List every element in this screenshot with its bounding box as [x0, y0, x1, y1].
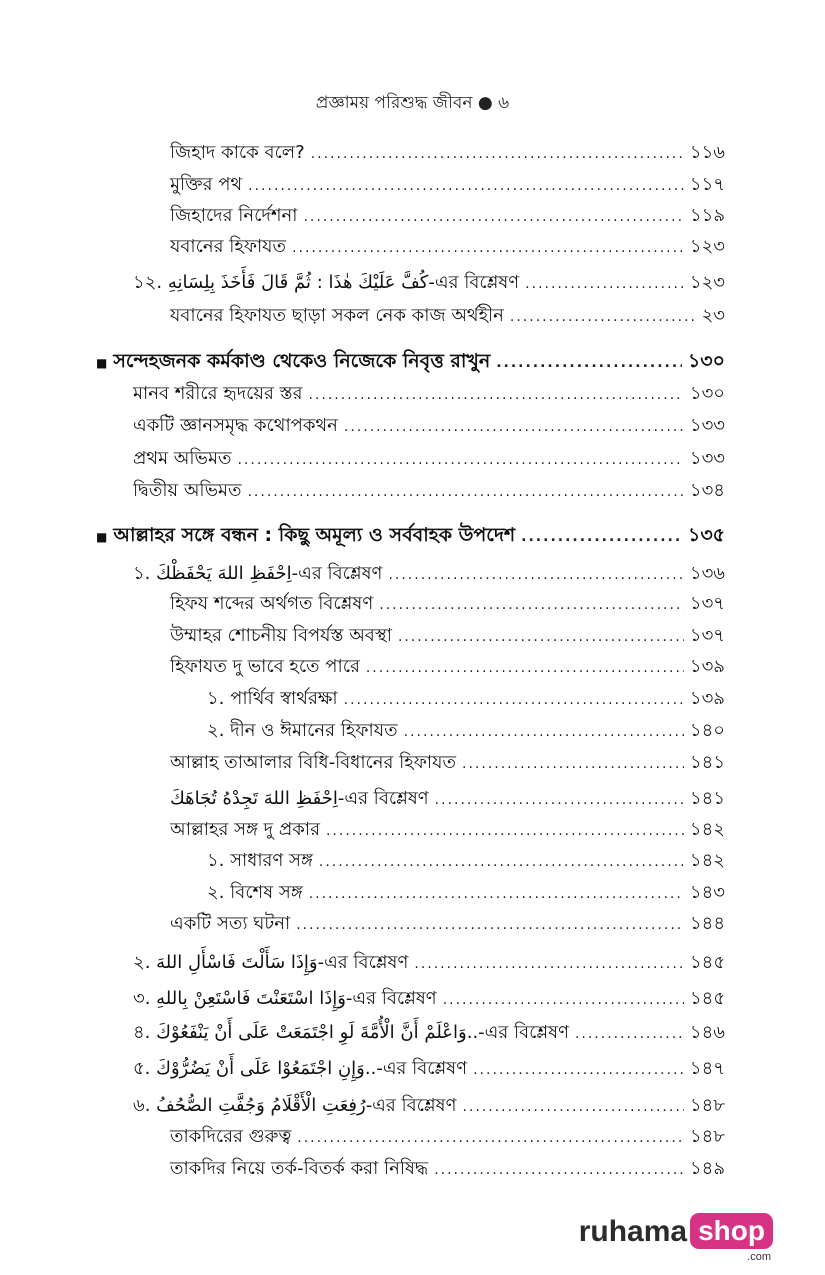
- toc-section-page: ১৩৫: [687, 524, 725, 546]
- toc-entry[interactable]: [170, 786, 725, 812]
- toc-entry-label: ১. পার্থিব স্বার্থরক্ষা: [207, 688, 338, 709]
- toc-entry-label: দ্বিতীয় অভিমত: [133, 480, 242, 501]
- toc-entry-page: ১৪৭: [689, 1058, 725, 1079]
- toc-entry-label: ৩. وَإِذَا اسْتَعَنْتَ فَاسْتَعِنْ بِاللهِ-এর বিশ্লেষণ: [133, 988, 437, 1009]
- toc-entry[interactable]: [170, 654, 725, 680]
- leader-dots: [311, 141, 684, 167]
- toc-entry[interactable]: [170, 234, 725, 260]
- leader-dots: [525, 271, 684, 297]
- toc-entry-page: ১৪৮: [689, 1126, 725, 1147]
- logo-shop-badge: [690, 1213, 773, 1263]
- leader-dots: [496, 350, 682, 376]
- toc-entry[interactable]: [170, 203, 725, 229]
- toc-entry-page: ১৪২: [689, 819, 725, 840]
- toc-entry-label: তাকদিরের গুরুত্ব: [170, 1126, 292, 1147]
- toc-entry-page: ১৩৬: [689, 563, 725, 584]
- leader-dots: [435, 787, 684, 813]
- leader-dots: [404, 719, 684, 745]
- leader-dots: [388, 562, 683, 588]
- toc-entry-page: ১৪৪: [689, 913, 725, 934]
- toc-entry[interactable]: [133, 270, 725, 296]
- leader-dots: [248, 173, 684, 199]
- toc-entry[interactable]: [170, 1156, 725, 1182]
- leader-dots: [237, 447, 683, 473]
- toc-entry[interactable]: [207, 848, 725, 874]
- toc-entry-page: ১৪৫: [689, 952, 725, 973]
- square-bullet-icon: ■: [96, 530, 108, 544]
- toc-entry-page: ১৪২: [689, 850, 725, 871]
- ruhamashop-logo: [579, 1213, 773, 1261]
- toc-entry-page: ১৪০: [689, 720, 725, 741]
- toc-entry[interactable]: [133, 446, 725, 472]
- leader-dots: [462, 751, 684, 777]
- leader-dots: [414, 951, 684, 977]
- square-bullet-icon: ■: [96, 356, 108, 370]
- toc-entry-page: ১১৯: [689, 205, 725, 226]
- leader-dots: [398, 624, 684, 650]
- leader-dots: [326, 818, 684, 844]
- leader-dots: [521, 524, 682, 550]
- leader-dots: [510, 304, 696, 330]
- leader-dots: [366, 655, 684, 681]
- toc-entry-page: ১৩৩: [689, 415, 725, 436]
- toc-entry-page: ১৩৩: [689, 448, 725, 469]
- toc-entry[interactable]: [170, 172, 725, 198]
- toc-entry-label: ৪. وَاعْلَمْ أَنَّ الْأُمَّةَ لَوِ اجْتَمَعَتْ عَلَى أَنْ يَنْفَعُوْكَ..-এর বিশ্লেষণ: [133, 1022, 569, 1043]
- leader-dots: [296, 912, 684, 938]
- toc-entry[interactable]: [133, 478, 725, 504]
- leader-dots: [308, 382, 683, 408]
- toc-entry-label: জিহাদের নির্দেশনা: [170, 205, 298, 226]
- toc-entry-label: যবানের হিফাযত: [170, 236, 287, 257]
- toc-entry-page: ১৪৮: [689, 1095, 725, 1116]
- logo-shop: shop: [690, 1213, 773, 1249]
- leader-dots: [473, 1057, 684, 1083]
- toc-entry-label: তাকদির নিয়ে তর্ক-বিতর্ক করা নিষিদ্ধ: [170, 1158, 429, 1179]
- toc-section-page: ১৩০: [687, 350, 725, 372]
- toc-section[interactable]: [96, 522, 725, 548]
- toc-entry-label: ১. সাধারণ সঙ্গ: [207, 850, 313, 871]
- toc-entry-label: ৫. وَإِنِ اجْتَمَعُوْا عَلَى أَنْ يَضُرُّوْكَ..-এর বিশ্লেষণ: [133, 1058, 468, 1079]
- leader-dots: [292, 235, 684, 261]
- toc-entry-label: জিহাদ কাকে বলে?: [170, 142, 305, 163]
- toc-entry-label: হিফয শব্দের অর্থগত বিশ্লেষণ: [170, 593, 374, 614]
- toc-entry[interactable]: [170, 591, 725, 617]
- toc-entry[interactable]: [133, 950, 725, 976]
- toc-entry-page: ১৪৬: [689, 1022, 725, 1043]
- page-header: প্রজ্ঞাময় পরিশুদ্ধ জীবন ● ৬: [315, 93, 510, 113]
- toc-entry[interactable]: [170, 303, 725, 329]
- toc-entry-page: ১৩৭: [689, 625, 725, 646]
- toc-entry-label: একটি জ্ঞানসমৃদ্ধ কথোপকথন: [133, 415, 338, 436]
- toc-entry[interactable]: [170, 1124, 725, 1150]
- leader-dots: [462, 1094, 683, 1120]
- toc-entry-page: ১২৩: [689, 272, 725, 293]
- toc-entry-page: ১২৩: [689, 236, 725, 257]
- toc-entry[interactable]: [133, 381, 725, 407]
- toc-entry-label: মুক্তির পথ: [170, 174, 243, 195]
- toc-entry-label: একটি সত্য ঘটনা: [170, 913, 291, 934]
- toc-entry-page: ১৪৯: [689, 1158, 725, 1179]
- toc-entry-label: ৬. رُفِعَتِ الْأَقْلَامُ وَجُفَّتِ الصُّحُفُ-এর বিশ্লেষণ: [133, 1095, 457, 1116]
- toc-entry[interactable]: [133, 986, 725, 1012]
- logo-domain: .com: [747, 1251, 771, 1263]
- toc-entry-page: ১৩৭: [689, 593, 725, 614]
- toc-entry-label: মানব শরীরে হৃদয়ের স্তর: [133, 383, 303, 404]
- toc-entry-page: ১১৭: [689, 174, 725, 195]
- toc-entry-page: ২৩: [701, 305, 725, 326]
- toc-entry[interactable]: [207, 880, 725, 906]
- toc-entry-page: ১৪১: [689, 788, 725, 809]
- toc-entry[interactable]: [133, 561, 725, 587]
- toc-entry-label: প্রথম অভিমত: [133, 448, 232, 469]
- toc-entry-page: ১৪৫: [689, 988, 725, 1009]
- toc-entry-label: اِحْفَظِ اللهَ تَجِدْهُ تُجَاهَكَ-এর বিশ্লেষণ: [170, 788, 429, 809]
- toc-entry[interactable]: [133, 1020, 725, 1046]
- toc-section-label: আল্লাহর সঙ্গে বন্ধন : কিছু অমূল্য ও সর্ববাহক উপদেশ: [113, 524, 516, 546]
- toc-entry[interactable]: [170, 140, 725, 166]
- toc-entry[interactable]: [170, 817, 725, 843]
- leader-dots: [443, 987, 684, 1013]
- toc-entry[interactable]: [133, 413, 725, 439]
- toc-entry-label: ২. দীন ও ঈমানের হিফাযত: [207, 720, 398, 741]
- toc-entry-page: ১৩৯: [689, 688, 725, 709]
- toc-entry-page: ১৪৩: [689, 882, 725, 903]
- toc-entry-label: আল্লাহ তাআলার বিধি-বিধানের হিফাযত: [170, 752, 457, 773]
- toc-entry-label: উম্মাহর শোচনীয় বিপর্যস্ত অবস্থা: [170, 625, 392, 646]
- leader-dots: [344, 687, 684, 713]
- toc-entry-label: ২. وَإِذَا سَأَلْتَ فَاسْأَلِ اللهَ-এর বিশ্লেষণ: [133, 952, 409, 973]
- leader-dots: [379, 592, 684, 618]
- toc-entry[interactable]: [170, 911, 725, 937]
- logo-brand: ruhama: [578, 1215, 688, 1248]
- toc-entry[interactable]: [170, 623, 725, 649]
- leader-dots: [303, 204, 684, 230]
- toc-entry-label: ২. বিশেষ সঙ্গ: [207, 882, 303, 903]
- toc-entry-label: ১. اِحْفَظِ اللهَ يَحْفَظْكَ-এর বিশ্লেষণ: [133, 563, 383, 584]
- toc-entry-label: যবানের হিফাযত ছাড়া সকল নেক কাজ অর্থহীন: [170, 305, 504, 326]
- leader-dots: [309, 881, 684, 907]
- leader-dots: [344, 414, 684, 440]
- leader-dots: [575, 1021, 684, 1047]
- toc-entry-page: ১৩৪: [689, 480, 725, 501]
- toc-entry[interactable]: [207, 686, 725, 712]
- toc-entry[interactable]: [133, 1093, 725, 1119]
- toc-entry[interactable]: [207, 718, 725, 744]
- toc-entry-label: হিফাযত দু ভাবে হতে পারে: [170, 656, 360, 677]
- toc-section[interactable]: [96, 348, 725, 374]
- toc-entry[interactable]: [133, 1056, 725, 1082]
- toc-entry-page: ১৪১: [689, 752, 725, 773]
- leader-dots: [319, 849, 684, 875]
- toc-entry-label: আল্লাহর সঙ্গ দু প্রকার: [170, 819, 320, 840]
- toc-entry-page: ১১৬: [689, 142, 725, 163]
- leader-dots: [247, 479, 683, 505]
- leader-dots: [434, 1157, 684, 1183]
- toc-entry[interactable]: [170, 750, 725, 776]
- toc-entry-page: ১৩০: [689, 383, 725, 404]
- toc-entry-page: ১৩৯: [689, 656, 725, 677]
- leader-dots: [297, 1125, 684, 1151]
- toc-section-label: সন্দেহজনক কর্মকাণ্ড থেকেও নিজেকে নিবৃত্ত রাখুন: [113, 350, 491, 372]
- toc-entry-label: ১২. كُفَّ عَلَيْكَ هٰذَا : ثُمَّ قَالَ فَأَخَذَ بِلِسَانِهِ-এর বিশ্লেষণ: [133, 272, 520, 293]
